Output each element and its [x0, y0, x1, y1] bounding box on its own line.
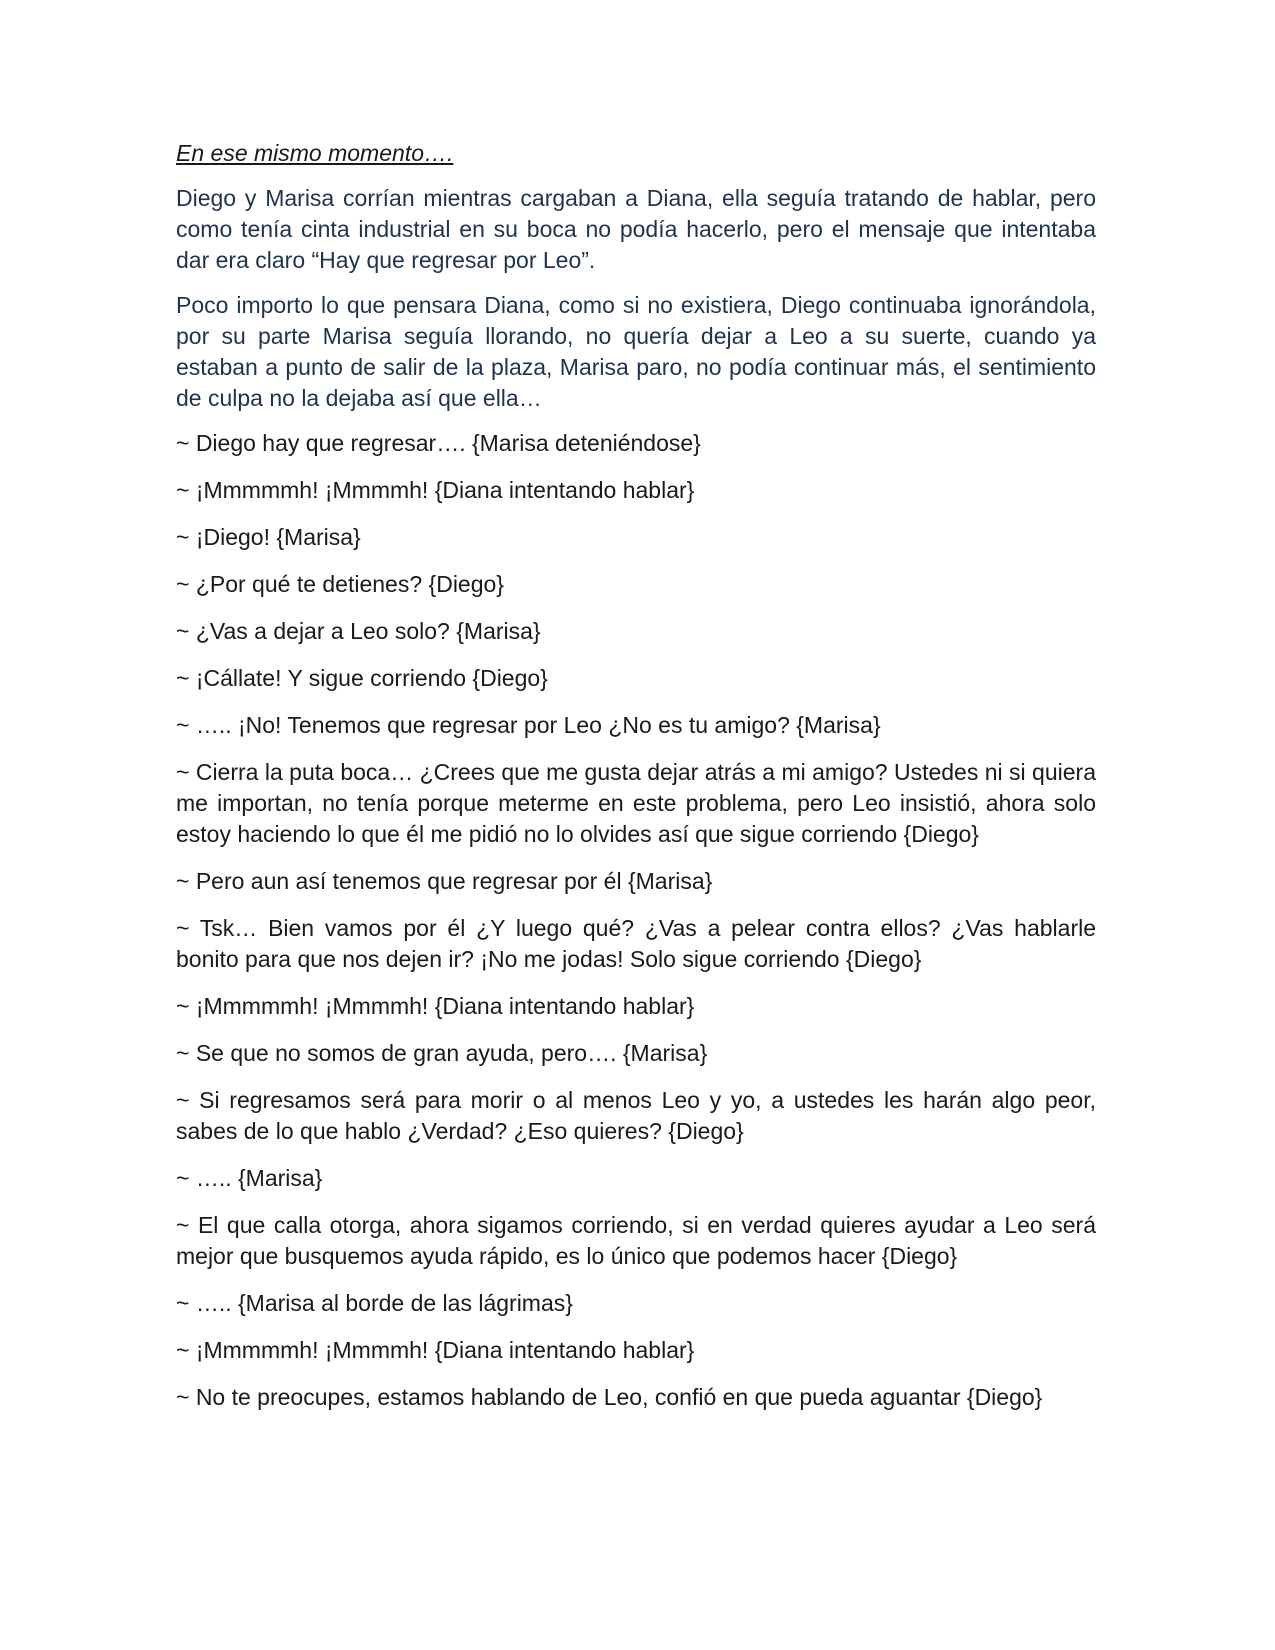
dialogue-line: ~ Tsk… Bien vamos por él ¿Y luego qué? ¿Vas a pelear contra ellos? ¿Vas hablarle bonito para que nos dejen ir? ¡No me jodas! Solo sigue corriendo {Diego}	[176, 915, 1096, 972]
dialogue-line: ~ No te preocupes, estamos hablando de Leo, confió en que pueda aguantar {Diego}	[176, 1384, 1043, 1410]
dialogue-line: ~ ….. {Marisa}	[176, 1165, 323, 1191]
document-page	[176, 138, 1096, 1429]
dialogue-line: ~ ….. ¡No! Tenemos que regresar por Leo ¿No es tu amigo? {Marisa}	[176, 712, 881, 738]
dialogue-line: ~ Se que no somos de gran ayuda, pero…. {Marisa}	[176, 1040, 708, 1066]
dialogue-line: ~ ¡Mmmmmh! ¡Mmmmh! {Diana intentando hablar}	[176, 1337, 695, 1363]
dialogue-line: ~ ¿Por qué te detienes? {Diego}	[176, 571, 504, 597]
dialogue-line: ~ ¿Vas a dejar a Leo solo? {Marisa}	[176, 618, 541, 644]
dialogue-line: ~ Diego hay que regresar…. {Marisa deteniéndose}	[176, 430, 701, 456]
dialogue-line: ~ Cierra la puta boca… ¿Crees que me gusta dejar atrás a mi amigo? Ustedes ni si quiera me importan, no tenía porque meterme en este problema, pero Leo insistió, ahora solo estoy haciendo lo que él me pidió no lo olvides así que sigue corriendo {Diego}	[176, 759, 1096, 847]
dialogue-line: ~ El que calla otorga, ahora sigamos corriendo, si en verdad quieres ayudar a Leo será mejor que busquemos ayuda rápido, es lo único que podemos hacer {Diego}	[176, 1212, 1096, 1269]
dialogue-line: ~ ¡Mmmmmh! ¡Mmmmh! {Diana intentando hablar}	[176, 477, 695, 503]
dialogue-line: ~ Pero aun así tenemos que regresar por él {Marisa}	[176, 868, 713, 894]
dialogue-line: ~ ….. {Marisa al borde de las lágrimas}	[176, 1290, 573, 1316]
dialogue-line: ~ ¡Diego! {Marisa}	[176, 524, 361, 550]
dialogue-line: ~ Si regresamos será para morir o al menos Leo y yo, a ustedes les harán algo peor, sabes de lo que hablo ¿Verdad? ¿Eso quieres? {Diego}	[176, 1087, 1096, 1144]
dialogue-line: ~ ¡Cállate! Y sigue corriendo {Diego}	[176, 665, 548, 691]
narrative-paragraph: Diego y Marisa corrían mientras cargaban a Diana, ella seguía tratando de hablar, pero como tenía cinta industrial en su boca no podía hacerlo, pero el mensaje que intentaba dar era claro “Hay que regresar por Leo”.	[176, 185, 1096, 273]
narrative-paragraph: Poco importo lo que pensara Diana, como si no existiera, Diego continuaba ignorándola, por su parte Marisa seguía llorando, no quería dejar a Leo a su suerte, cuando ya estaban a punto de salir de la plaza, Marisa paro, no podía continuar más, el sentimiento de culpa no la dejaba así que ella…	[176, 292, 1096, 411]
dialogue-line: ~ ¡Mmmmmh! ¡Mmmmh! {Diana intentando hablar}	[176, 993, 695, 1019]
section-heading: En ese mismo momento….	[176, 140, 454, 166]
